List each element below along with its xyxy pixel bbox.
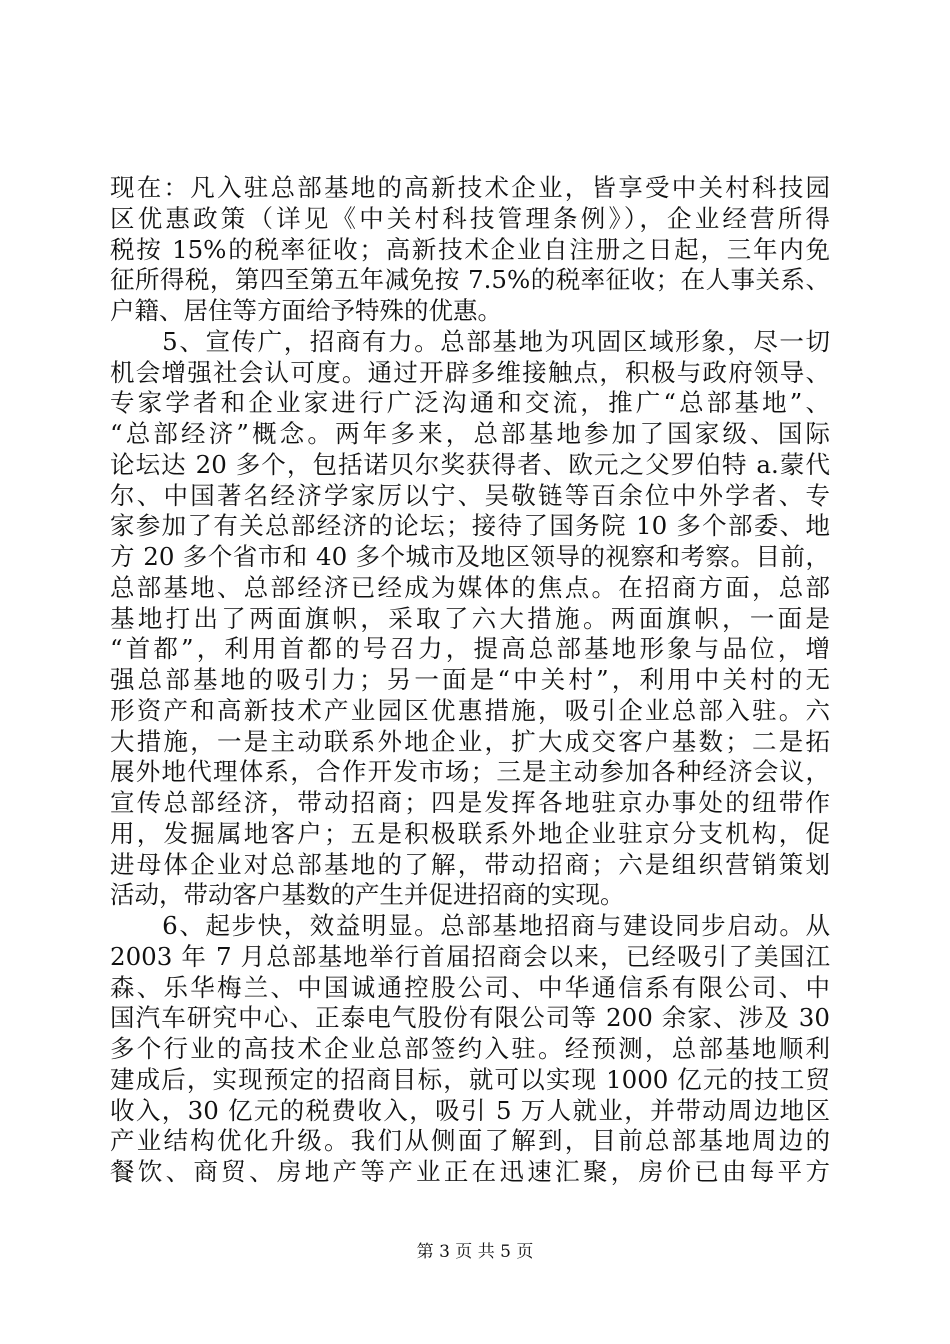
text-line: 进母体企业对总部基地的了解，带动招商；六是组织营销策划: [110, 849, 830, 879]
page-footer: 第 3 页 共 5 页: [416, 1242, 534, 1262]
text-line: 机会增强社会认可度。通过开辟多维接触点，积极与政府领导、: [110, 357, 830, 387]
text-line: 户籍、居住等方面给予特殊的优惠。: [110, 296, 502, 325]
text-line: 尔、中国著名经济学家厉以宁、吴敬链等百余位中外学者、专: [110, 480, 830, 510]
text-line: 2003 年 7 月总部基地举行首届招商会以来，已经吸引了美国江: [110, 941, 830, 971]
text-line: 建成后，实现预定的招商目标，就可以实现 1000 亿元的技工贸: [110, 1064, 830, 1094]
document-body: [110, 173, 830, 1188]
text-line: 家参加了有关总部经济的论坛；接待了国务院 10 多个部委、地: [110, 511, 830, 541]
text-line: 现在：凡入驻总部基地的高新技术企业，皆享受中关村科技园: [110, 173, 830, 202]
text-line: 税按 15%的税率征收；高新技术企业自注册之日起，三年内免: [110, 234, 830, 264]
text-line: 区优惠政策（详见《中关村科技管理条例》），企业经营所得: [110, 203, 830, 233]
text-line: 多个行业的高技术企业总部签约入驻。经预测，总部基地顺利: [110, 1034, 830, 1063]
text-line: 森、乐华梅兰、中国诚通控股公司、中华通信系有限公司、中: [110, 972, 830, 1002]
text-line: 餐饮、商贸、房地产等产业正在迅速汇聚，房价已由每平方: [110, 1157, 830, 1186]
text-line: 国汽车研究中心、正泰电气股份有限公司等 200 余家、涉及 30: [110, 1003, 830, 1033]
text-line: 强总部基地的吸引力；另一面是“中关村”，利用中关村的无: [110, 665, 830, 694]
text-line: 宣传总部经济，带动招商；四是发挥各地驻京办事处的纽带作: [110, 788, 830, 817]
text-line: 形资产和高新技术产业园区优惠措施，吸引企业总部入驻。六: [110, 695, 830, 725]
paragraph: [110, 327, 830, 911]
text-line: 论坛达 20 多个，包括诺贝尔奖获得者、欧元之父罗伯特 a.蒙代: [110, 449, 830, 479]
text-line: “首都”，利用首都的号召力，提高总部基地形象与品位，增: [110, 634, 830, 664]
paragraph: [110, 911, 830, 1188]
text-line: 专家学者和企业家进行广泛沟通和交流，推广“总部基地”、: [110, 388, 830, 418]
text-line: 总部基地、总部经济已经成为媒体的焦点。在招商方面，总部: [110, 572, 830, 602]
text-line: 方 20 多个省市和 40 多个城市及地区领导的视察和考察。目前，: [110, 542, 830, 571]
text-line: 6、起步快，效益明显。总部基地招商与建设同步启动。从: [110, 911, 830, 940]
text-line: 活动，带动客户基数的产生并促进招商的实现。: [110, 880, 625, 910]
text-line: 产业结构优化升级。我们从侧面了解到，目前总部基地周边的: [110, 1126, 830, 1156]
text-line: 展外地代理体系，合作开发市场；三是主动参加各种经济会议，: [110, 757, 830, 787]
text-line: 5、宣传广，招商有力。总部基地为巩固区域形象，尽一切: [110, 326, 830, 356]
text-line: 基地打出了两面旗帜，采取了六大措施。两面旗帜，一面是: [110, 603, 830, 633]
text-line: “总部经济”概念。两年多来，总部基地参加了国家级、国际: [110, 419, 830, 448]
text-line: 大措施，一是主动联系外地企业，扩大成交客户基数；二是拓: [110, 726, 830, 756]
text-line: 征所得税，第四至第五年减免按 7.5%的税率征收；在人事关系、: [110, 265, 830, 295]
paragraph: [110, 173, 830, 327]
text-line: 收入，30 亿元的税费收入，吸引 5 万人就业，并带动周边地区: [110, 1095, 830, 1125]
text-line: 用，发掘属地客户；五是积极联系外地企业驻京分支机构，促: [110, 818, 830, 848]
